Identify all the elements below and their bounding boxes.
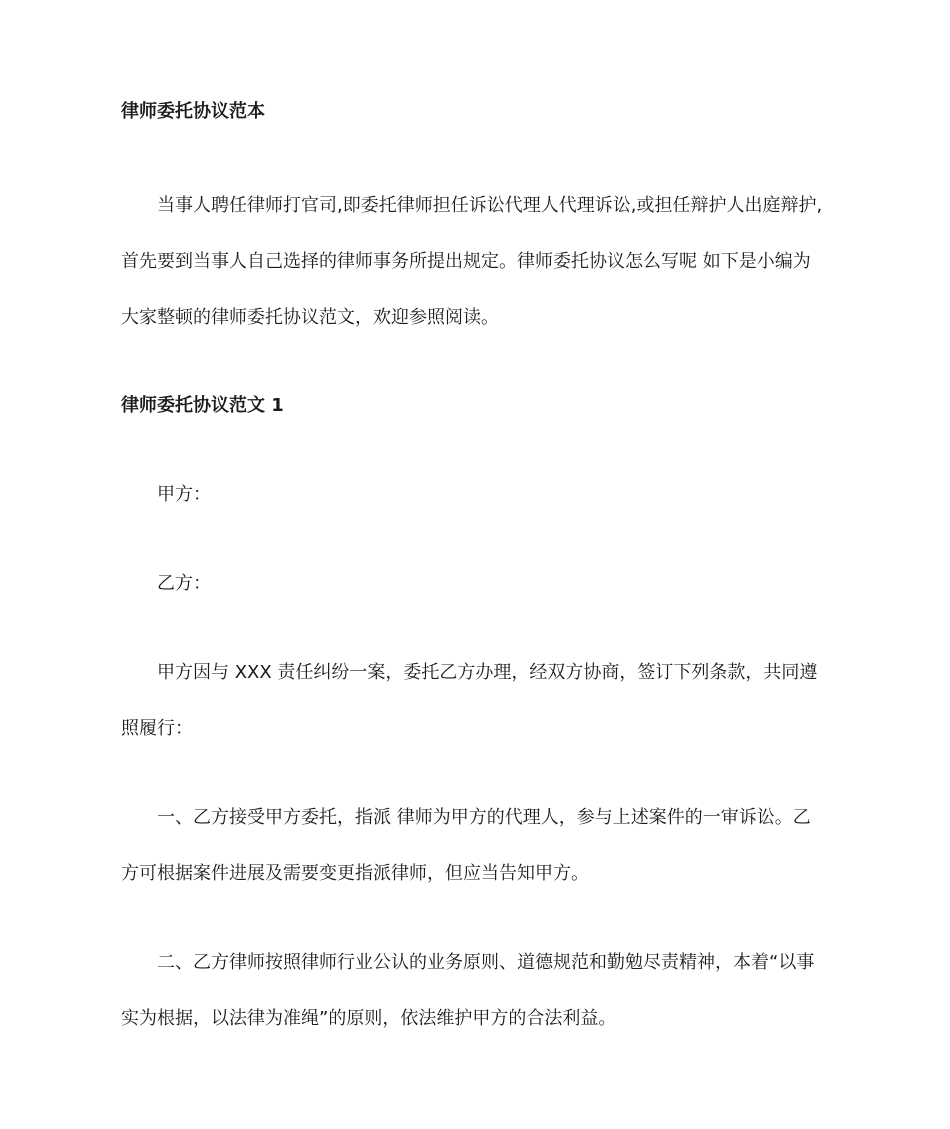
party-a-label: 甲方：: [157, 484, 211, 505]
preamble-line-1: 甲方因与 XXX 责任纠纷一案，委托乙方办理，经双方协商，签订下列条款，共同遵: [157, 662, 818, 683]
clause-2-line-1: 二、乙方律师按照律师行业公认的业务原则、道德规范和勤勉尽责精神，本着“以事: [157, 952, 815, 973]
clause-1-line-2: 方可根据案件进展及需要变更指派律师，但应当告知甲方。: [121, 863, 589, 884]
preamble-line-2: 照履行：: [121, 718, 193, 739]
party-b-label: 乙方：: [157, 573, 211, 594]
intro-line-2: 首先要到当事人自己选择的律师事务所提出规定。律师委托协议怎么写呢 如下是小编为: [121, 251, 811, 272]
intro-line-3: 大家整顿的律师委托协议范文，欢迎参照阅读。: [121, 307, 499, 328]
section-heading: 律师委托协议范文 1: [121, 395, 284, 416]
clause-2-line-2: 实为根据，以法律为准绳”的原则，依法维护甲方的合法利益。: [121, 1008, 617, 1029]
clause-1-line-1: 一、乙方接受甲方委托，指派 律师为甲方的代理人，参与上述案件的一审诉讼。乙: [157, 807, 811, 828]
document-title: 律师委托协议范本: [121, 101, 265, 122]
intro-line-1: 当事人聘任律师打官司,即委托律师担任诉讼代理人代理诉讼,或担任辩护人出庭辩护,: [157, 195, 823, 216]
